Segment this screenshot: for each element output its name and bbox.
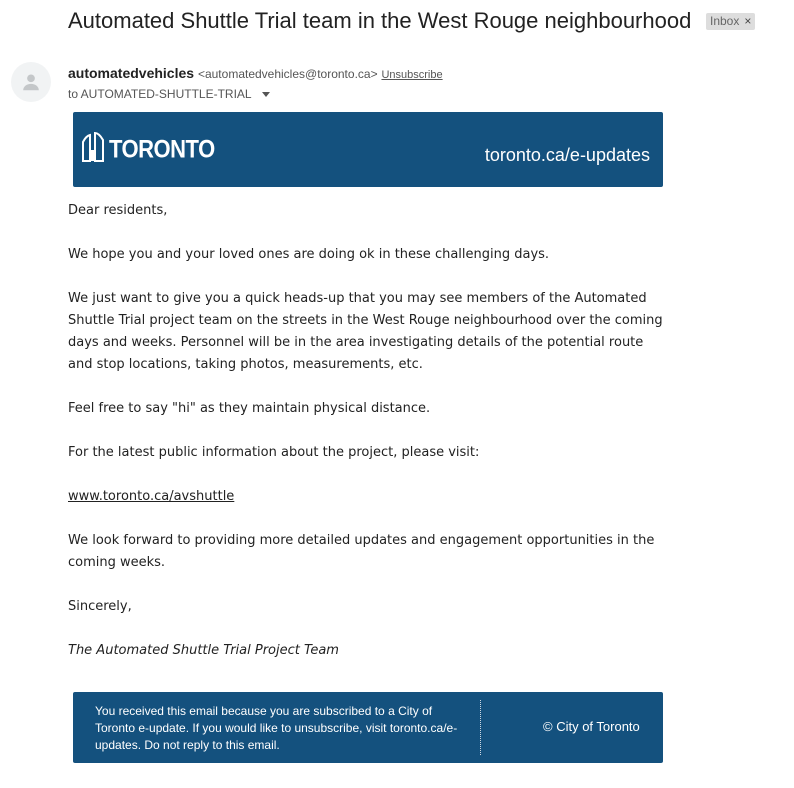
paragraph-3: Feel free to say "hi" as they maintain physical distance. [68, 401, 431, 416]
sender-email: <automatedvehicles@toronto.ca> [197, 67, 378, 81]
toronto-header-banner [73, 112, 663, 187]
paragraph-5: We look forward to providing more detailed updates and engagement opportunities in the coming weeks. [68, 533, 655, 570]
footer-notice: You received this email because you are subscribed to a City of Toronto e-update. If you would like to unsubscribe, visit toronto.ca/e-updates. Do not reply to this email. [95, 704, 458, 752]
sender-line [68, 65, 443, 81]
footer-copyright: © City of Toronto [543, 719, 640, 734]
signature: The Automated Shuttle Trial Project Team [68, 643, 339, 658]
sender-avatar[interactable] [11, 62, 51, 102]
inbox-label-badge[interactable] [706, 13, 755, 30]
greeting: Dear residents, [68, 203, 168, 218]
paragraph-4: For the latest public information about the project, please visit: [68, 445, 480, 460]
recipient-line[interactable] [68, 87, 270, 101]
closing: Sincerely, [68, 599, 132, 614]
toronto-logo [81, 132, 215, 162]
person-icon [20, 71, 42, 93]
toronto-logo-text: TORONTO [109, 134, 215, 164]
email-body [68, 200, 668, 684]
remove-label-icon[interactable]: × [744, 14, 752, 28]
banner-url: toronto.ca/e-updates [484, 145, 650, 165]
city-hall-icon [81, 132, 105, 162]
project-link[interactable]: www.toronto.ca/avshuttle [68, 489, 235, 504]
email-footer [73, 692, 663, 763]
email-subject: Automated Shuttle Trial team in the West Rouge neighbourhood [68, 8, 692, 33]
footer-divider [480, 700, 481, 755]
unsubscribe-link[interactable]: Unsubscribe [381, 69, 443, 81]
paragraph-1: We hope you and your loved ones are doing ok in these challenging days. [68, 247, 550, 262]
inbox-label-text: Inbox [710, 14, 740, 28]
sender-name[interactable]: automatedvehicles [68, 65, 195, 81]
chevron-down-icon[interactable] [262, 92, 270, 97]
recipient-text: to AUTOMATED-SHUTTLE-TRIAL [68, 87, 252, 101]
paragraph-2: We just want to give you a quick heads-up that you may see members of the Automated Shuttle Trial project team on the streets in the West Rouge neighbourhood over the coming days and weeks. Personnel will be in the area investigating details of the potential route and stop locations, taking photos, measurements, etc. [68, 291, 663, 372]
